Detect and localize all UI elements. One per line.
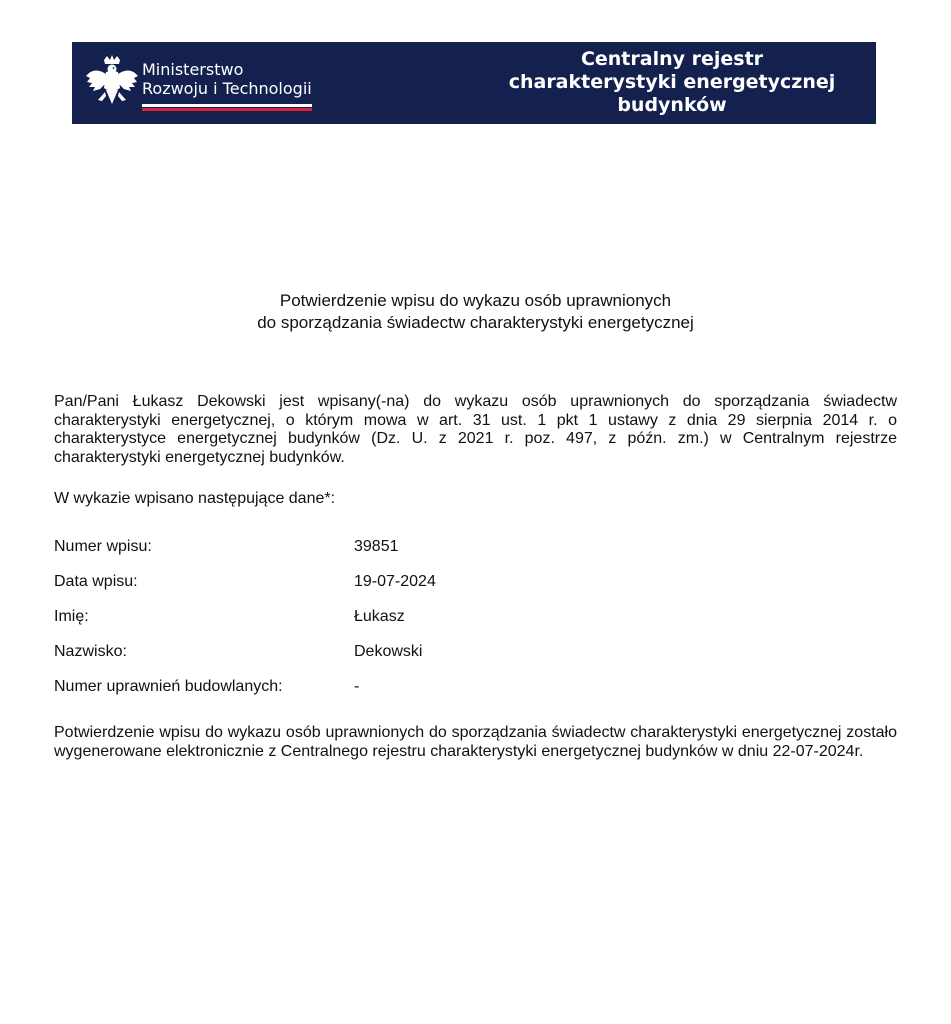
field-value: Dekowski xyxy=(354,643,423,660)
flag-stripe xyxy=(142,104,312,111)
field-value: - xyxy=(354,678,360,695)
registry-title-line-2: charakterystyki energetycznej xyxy=(508,71,836,93)
field-row-entry-number xyxy=(54,537,754,572)
registry-title xyxy=(492,48,852,117)
field-value: 39851 xyxy=(354,538,399,555)
field-label: Data wpisu: xyxy=(54,573,138,590)
document-title-line-2: do sporządzania świadectw charakterystyki energetycznej xyxy=(257,313,694,332)
field-row-last-name xyxy=(54,642,754,677)
intro-paragraph: Pan/Pani Łukasz Dekowski jest wpisany(-na) do wykazu osób uprawnionych do sporządzania świadectw charakterystyki energetycznej, o którym mowa w art. 31 ust. 1 pkt 1 ustawy z dnia 29 sierpnia 2014 r. o charakterystyce energetycznej budynków (Dz. U. z 2021 r. poz. 497, z późn. zm.) w Centralnym rejestrze charakterystyki energetycznej budynków. xyxy=(54,393,897,466)
field-row-building-license xyxy=(54,677,754,712)
fields-list xyxy=(54,537,754,712)
ministry-name xyxy=(142,60,312,98)
ministry-line-2: Rozwoju i Technologii xyxy=(142,79,312,98)
field-row-first-name xyxy=(54,607,754,642)
ministry-line-1: Ministerstwo xyxy=(142,60,244,79)
field-row-entry-date xyxy=(54,572,754,607)
document-title xyxy=(0,290,951,334)
field-label: Imię: xyxy=(54,608,89,625)
listed-data-label: W wykazie wpisano następujące dane*: xyxy=(54,490,336,507)
registry-title-line-3: budynków xyxy=(617,94,727,116)
closing-paragraph: Potwierdzenie wpisu do wykazu osób uprawnionych do sporządzania świadectw charakterystyki energetycznej zostało wygenerowane elektronicznie z Centralnego rejestru charakterystyki energetycznej budynków w dniu 22-07-2024r. xyxy=(54,724,897,760)
registry-title-line-1: Centralny rejestr xyxy=(580,48,764,70)
field-value: 19-07-2024 xyxy=(354,573,436,590)
document-title-line-1: Potwierdzenie wpisu do wykazu osób uprawnionych xyxy=(279,291,672,310)
field-label: Numer uprawnień budowlanych: xyxy=(54,678,283,695)
header-banner xyxy=(72,42,876,124)
field-value: Łukasz xyxy=(354,608,405,625)
field-label: Numer wpisu: xyxy=(54,538,152,555)
field-label: Nazwisko: xyxy=(54,643,127,660)
polish-eagle-emblem-icon xyxy=(84,54,140,112)
